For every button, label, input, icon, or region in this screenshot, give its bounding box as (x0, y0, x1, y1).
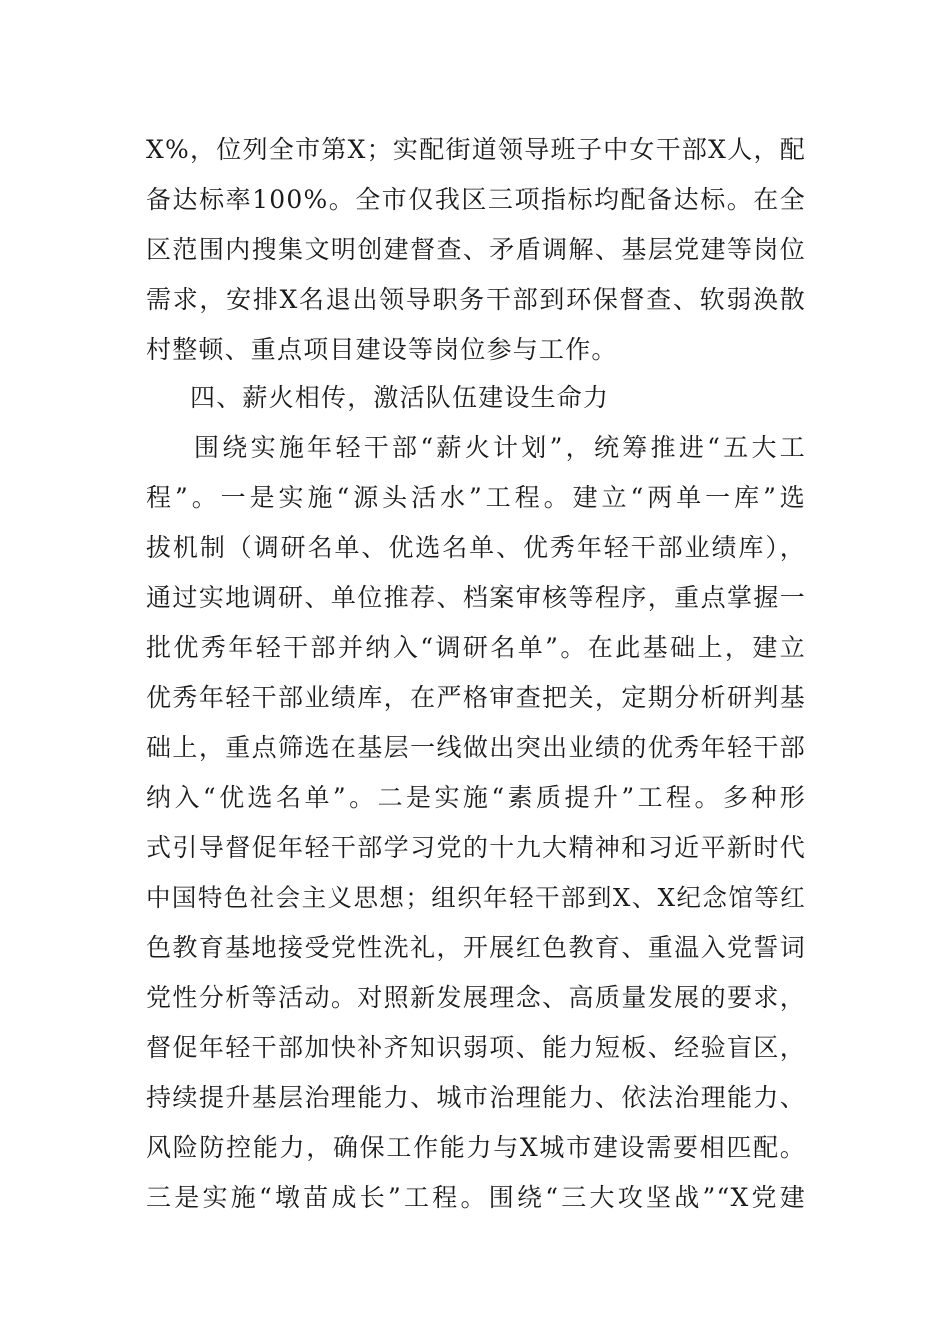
paragraph-line: X%，位列全市第X；实配街道领导班子中女干部X人，配 (146, 135, 806, 164)
paragraph-line: 村整顿、重点项目建设等岗位参与工作。 (146, 335, 618, 364)
paragraph-line: 通过实地调研、单位推荐、档案审核等程序，重点掌握一 (146, 583, 806, 612)
paragraph-line: 围绕实施年轻干部“薪火计划”，统筹推进“五大工 (194, 433, 806, 462)
paragraph-line: 式引导督促年轻干部学习党的十九大精神和习近平新时代 (146, 833, 806, 862)
paragraph-line: 色教育基地接受党性洗礼，开展红色教育、重温入党誓词 (146, 933, 806, 962)
paragraph-line: 优秀年轻干部业绩库，在严格审查把关，定期分析研判基 (146, 683, 806, 712)
section-heading: 四、薪火相传，激活队伍建设生命力 (190, 383, 610, 412)
paragraph-line: 中国特色社会主义思想；组织年轻干部到X、X纪念馆等红 (146, 883, 806, 912)
paragraph-line: 持续提升基层治理能力、城市治理能力、依法治理能力、 (146, 1083, 806, 1112)
paragraph-line: 纳入“优选名单”。二是实施“素质提升”工程。多种形 (146, 783, 806, 812)
paragraph-line: 程”。一是实施“源头活水”工程。建立“两单一库”选 (146, 483, 806, 512)
paragraph-line: 批优秀年轻干部并纳入“调研名单”。在此基础上，建立 (146, 633, 806, 662)
paragraph-line: 区范围内搜集文明创建督查、矛盾调解、基层党建等岗位 (146, 235, 806, 264)
paragraph-line: 需求，安排X名退出领导职务干部到环保督查、软弱涣散 (146, 285, 806, 314)
paragraph-line: 三是实施“墩苗成长”工程。围绕“三大攻坚战”“X党建 (146, 1183, 806, 1212)
paragraph-line: 备达标率100%。全市仅我区三项指标均配备达标。在全 (146, 185, 806, 214)
paragraph-line: 党性分析等活动。对照新发展理念、高质量发展的要求， (146, 983, 806, 1012)
paragraph-line: 督促年轻干部加快补齐知识弱项、能力短板、经验盲区， (146, 1033, 806, 1062)
paragraph-line: 拔机制（调研名单、优选名单、优秀年轻干部业绩库）， (146, 533, 806, 562)
paragraph-line: 风险防控能力，确保工作能力与X城市建设需要相匹配。 (146, 1133, 806, 1162)
paragraph-line: 础上，重点筛选在基层一线做出突出业绩的优秀年轻干部 (146, 733, 806, 762)
